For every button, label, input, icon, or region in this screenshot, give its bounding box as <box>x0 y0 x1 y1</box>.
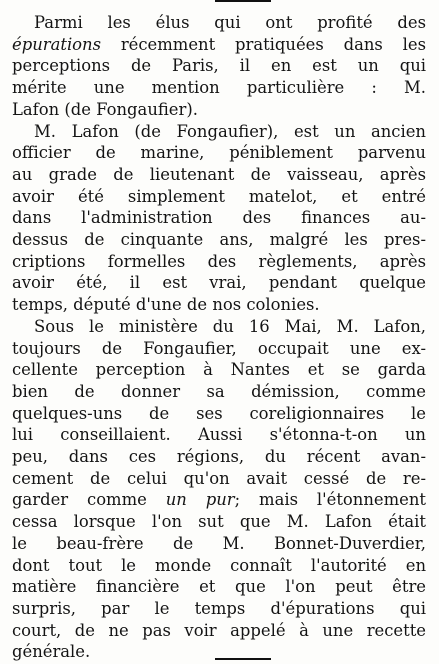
text-line: dessus de cinquante ans, malgré les pres- <box>12 230 426 250</box>
paragraph-3 <box>12 316 426 663</box>
top-rule <box>215 0 271 2</box>
text-line: avoir été, il est vrai, pendant quelque <box>12 273 426 293</box>
text-line: dans l'administration des finances au- <box>12 208 426 228</box>
text-line: temps, député d'une de nos colonies. <box>12 295 320 315</box>
text-line: générale. <box>12 642 91 662</box>
text-line: cement de celui qu'on avait cessé de re- <box>12 468 426 488</box>
text-line: dont tout le monde connaît l'autorité en <box>12 555 426 575</box>
text-line: perceptions de Paris, il en est un qui <box>12 56 426 76</box>
text-line: Sous le ministère du 16 Mai, M. Lafon, <box>34 316 426 336</box>
text-line: court, de ne pas voir appelé à une recette <box>12 620 426 640</box>
bottom-rule <box>215 658 271 660</box>
article-body <box>12 12 426 663</box>
text-line: officier de marine, péniblement parvenu <box>12 143 426 163</box>
text-line: lui conseillaient. Aussi s'étonna-t-on un <box>12 425 426 445</box>
text-line: le beau-frère de M. Bonnet-Duverdier, <box>12 533 426 553</box>
text-line: Parmi les élus qui ont profité des <box>34 13 426 32</box>
text-line: cellente perception à Nantes et se garda <box>12 360 426 380</box>
text-line: mérite une mention particulière : M. <box>12 78 426 98</box>
text-line: épurations récemment pratiquées dans les <box>12 34 426 54</box>
text-line: Lafon (de Fongaufier). <box>12 99 198 119</box>
text-line: M. Lafon (de Fongaufier), est un ancien <box>34 121 426 141</box>
text-line: avoir été simplement matelot, et entré <box>12 186 426 206</box>
italic-word: un pur <box>165 490 235 510</box>
text-line: garder comme un pur; mais l'étonnement <box>12 490 426 510</box>
paragraph-1 <box>12 12 426 121</box>
text-line: cessa lorsque l'on sut que M. Lafon était <box>12 512 426 532</box>
italic-word: épurations <box>12 34 102 54</box>
paragraph-2 <box>12 121 426 316</box>
text-line: criptions formelles des règlements, après <box>12 251 426 271</box>
text-line: quelques-uns de ses coreligionnaires le <box>12 403 426 423</box>
text-line: matière financière et que l'on peut être <box>12 577 426 597</box>
text-line: au grade de lieutenant de vaisseau, après <box>12 164 426 184</box>
text-line: bien de donner sa démission, comme <box>12 381 426 401</box>
text-line: surpris, par le temps d'épurations qui <box>12 598 426 618</box>
text-line: peu, dans ces régions, du récent avan- <box>12 447 426 467</box>
text-line: toujours de Fongaufier, occupait une ex- <box>12 338 426 358</box>
